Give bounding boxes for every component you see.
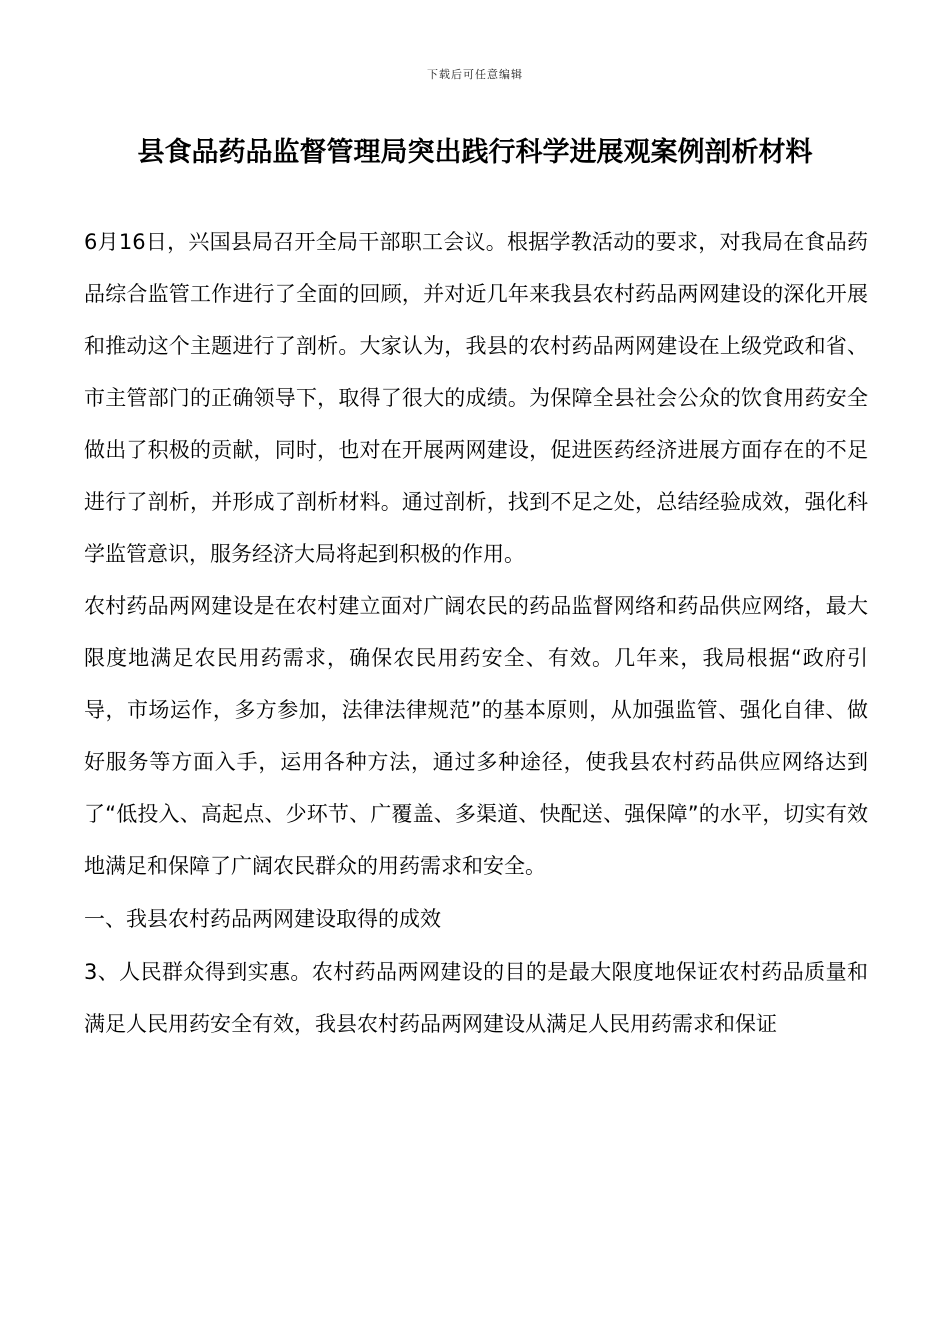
- paragraph-section-point-3: 3、人民群众得到实惠。农村药品两网建设的目的是最大限度地保证农村药品质量和满足人民用药安全有效，我县农村药品两网建设从满足人民用药需求和保证: [84, 960, 868, 1036]
- header-note: 下载后可任意编辑: [427, 68, 523, 81]
- paragraph-meeting-summary: 6月16日，兴国县局召开全局干部职工会议。根据学教活动的要求，对我局在食品药品综合监管工作进行了全面的回顾，并对近几年来我县农村药品两网建设的深化开展和推动这个主题进行了剖析。大家认为，我县的农村药品两网建设在上级党政和省、市主管部门的正确领导下，取得了很大的成绩。为保障全县社会公众的饮食用药安全做出了积极的贡献，同时，也对在开展两网建设，促进医药经济进展方面存在的不足进行了剖析，并形成了剖析材料。通过剖析，找到不足之处，总结经验成效，强化科学监管意识，服务经济大局将起到积极的作用。: [84, 230, 868, 566]
- section-heading: 一、我县农村药品两网建设取得的成效: [84, 907, 441, 931]
- document-title: 县食品药品监督管理局突出践行科学进展观案例剖析材料: [137, 137, 813, 168]
- paragraph-two-network-overview: 农村药品两网建设是在农村建立面对广阔农民的药品监督网络和药品供应网络，最大限度地满足农民用药需求，确保农民用药安全、有效。几年来，我局根据“政府引导，市场运作，多方参加，法律法律规范”的基本原则，从加强监管、强化自律、做好服务等方面入手，运用各种方法，通过多种途径，使我县农村药品供应网络达到了“低投入、高起点、少环节、广覆盖、多渠道、快配送、强保障”的水平，切实有效地满足和保障了广阔农民群众的用药需求和安全。: [84, 594, 868, 878]
- document-body: [84, 216, 868, 1050]
